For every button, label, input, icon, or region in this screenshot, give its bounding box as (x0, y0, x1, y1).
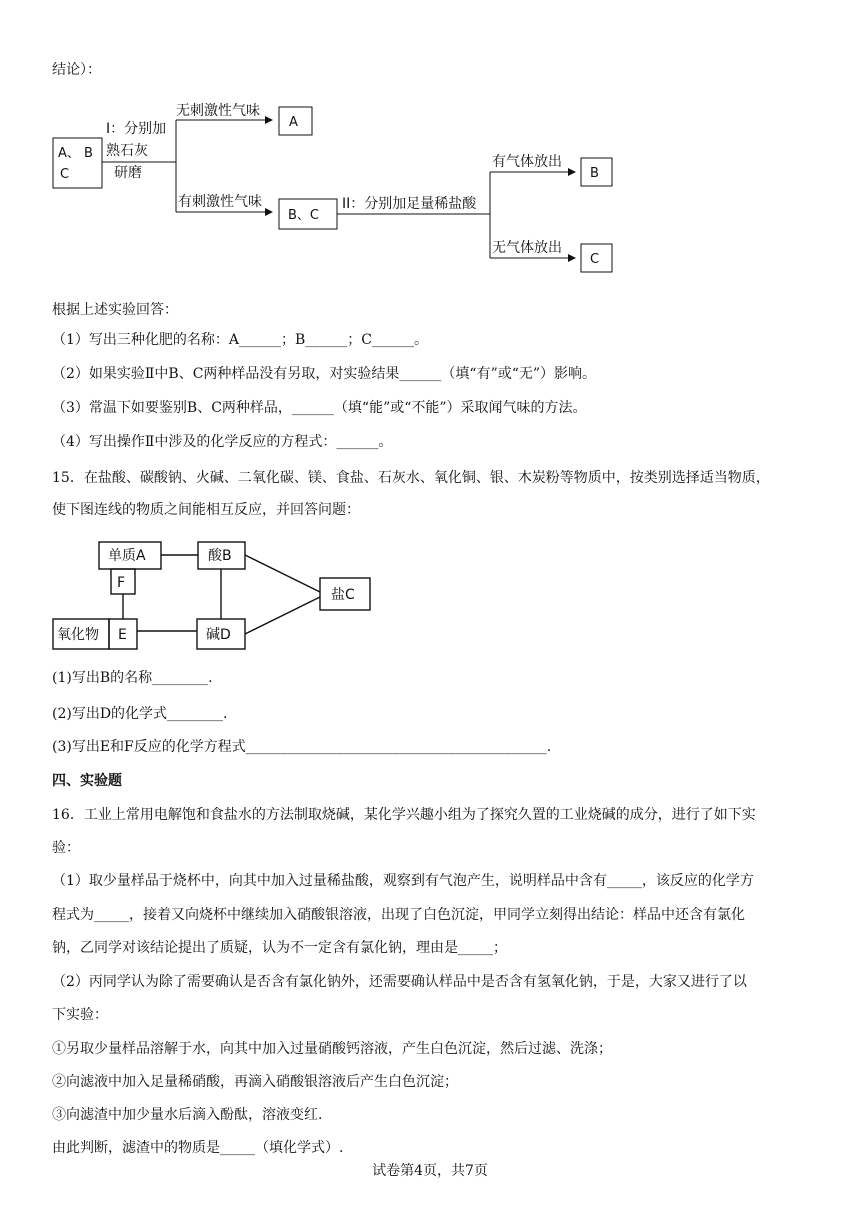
q15-part2: (2)写出D的化学式________. (52, 706, 228, 722)
salt-c-label: 盐C (331, 587, 355, 603)
q16-line1: 16．工业上常用电解饱和食盐水的方法制取烧碱，某化学兴趣小组为了探究久置的工业烧碱的成分，进行了如下实 (52, 807, 756, 823)
oxide-label: 氧化物 (57, 627, 99, 643)
box-b-label: B (590, 166, 599, 181)
e-label: E (118, 627, 127, 643)
branch-smell: 有刺激性气味 (178, 194, 262, 210)
q16-line7: 下实验： (52, 1007, 108, 1023)
q15-stem-line2: 使下图连线的物质之间能相互反应，并回答问题： (52, 502, 360, 518)
branch-no-gas: 无气体放出 (492, 240, 562, 256)
box-bc-label: B、C (288, 208, 319, 223)
q16-line5: 钠，乙同学对该结论提出了质疑，认为不一定含有氯化钠，理由是_____； (52, 940, 507, 956)
acid-b-label: 酸B (208, 548, 232, 564)
q14-intro: 根据上述实验回答： (52, 302, 178, 318)
q15-part1: (1)写出B的名称________. (52, 670, 213, 686)
q16-line9: ②向滤液中加入足量稀硝酸，再滴入硝酸银溶液后产生白色沉淀； (52, 1074, 458, 1090)
page-footer: 试卷第4页，共7页 (372, 1163, 488, 1179)
q16-line11: 由此判断，滤渣中的物质是_____（填化学式）. (52, 1140, 344, 1156)
q16-line4: 程式为_____，接着又向烧杯中继续加入硝酸银溶液，出现了白色沉淀，甲同学立刻得出结论：样品中还含有氯化 (52, 907, 745, 923)
q15-part3: (3)写出E和F反应的化学方程式___________________________________________. (52, 739, 552, 755)
conclusion-label: 结论）： (52, 62, 101, 78)
box-c-label: C (590, 252, 600, 267)
branch-gas: 有气体放出 (492, 154, 562, 170)
q15-stem-line1: 15．在盐酸、碳酸钠、火碱、二氧化碳、镁、食盐、石灰水、氧化铜、银、木炭粉等物质中，按类别选择适当物质， (52, 470, 770, 486)
q16-line6: （2）丙同学认为除了需要确认是否含有氯化钠外，还需要确认样品中是否含有氢氧化钠，于是，大家又进行了以 (52, 974, 747, 990)
substance-relation-diagram (0, 535, 860, 665)
q16-line8: ①另取少量样品溶解于水，向其中加入过量硝酸钙溶液，产生白色沉淀，然后过滤、洗涤； (52, 1041, 612, 1057)
branch-no-smell: 无刺激性气味 (176, 103, 260, 119)
box-a-label: A (289, 115, 298, 130)
q14-part2: （2）如果实验Ⅱ中B、C两种样品没有另取，对实验结果______（填“有”或“无”）影响。 (52, 366, 597, 382)
q14-part1: （1）写出三种化肥的名称：A______；B______；C______。 (52, 332, 429, 348)
step1-label-line3: 研磨 (114, 165, 142, 181)
section-heading: 四、实验题 (52, 773, 122, 789)
step1-label-line1: I：分别加 (106, 121, 167, 137)
start-box-line2: C (60, 167, 70, 182)
step2-label: II：分别加足量稀盐酸 (342, 196, 477, 212)
flowchart-diagram (0, 0, 860, 290)
start-box-line1: A、 B (58, 146, 93, 161)
q14-part3: （3）常温下如要鉴别B、C两种样品，______（填“能”或“不能”）采取闻气味的方法。 (52, 400, 587, 416)
base-d-label: 碱D (206, 627, 231, 643)
step1-label-line2: 熟石灰 (106, 143, 148, 159)
q16-line10: ③向滤渣中加少量水后滴入酚酞，溶液变红. (52, 1107, 323, 1123)
f-label: F (117, 575, 126, 591)
q14-part4: （4）写出操作Ⅱ中涉及的化学反应的方程式：______。 (52, 434, 393, 450)
q16-line3: （1）取少量样品于烧杯中，向其中加入过量稀盐酸，观察到有气泡产生，说明样品中含有_____，该反应的化学方 (52, 873, 754, 889)
element-a-label: 单质A (108, 548, 146, 564)
q16-line2: 验： (52, 840, 80, 856)
